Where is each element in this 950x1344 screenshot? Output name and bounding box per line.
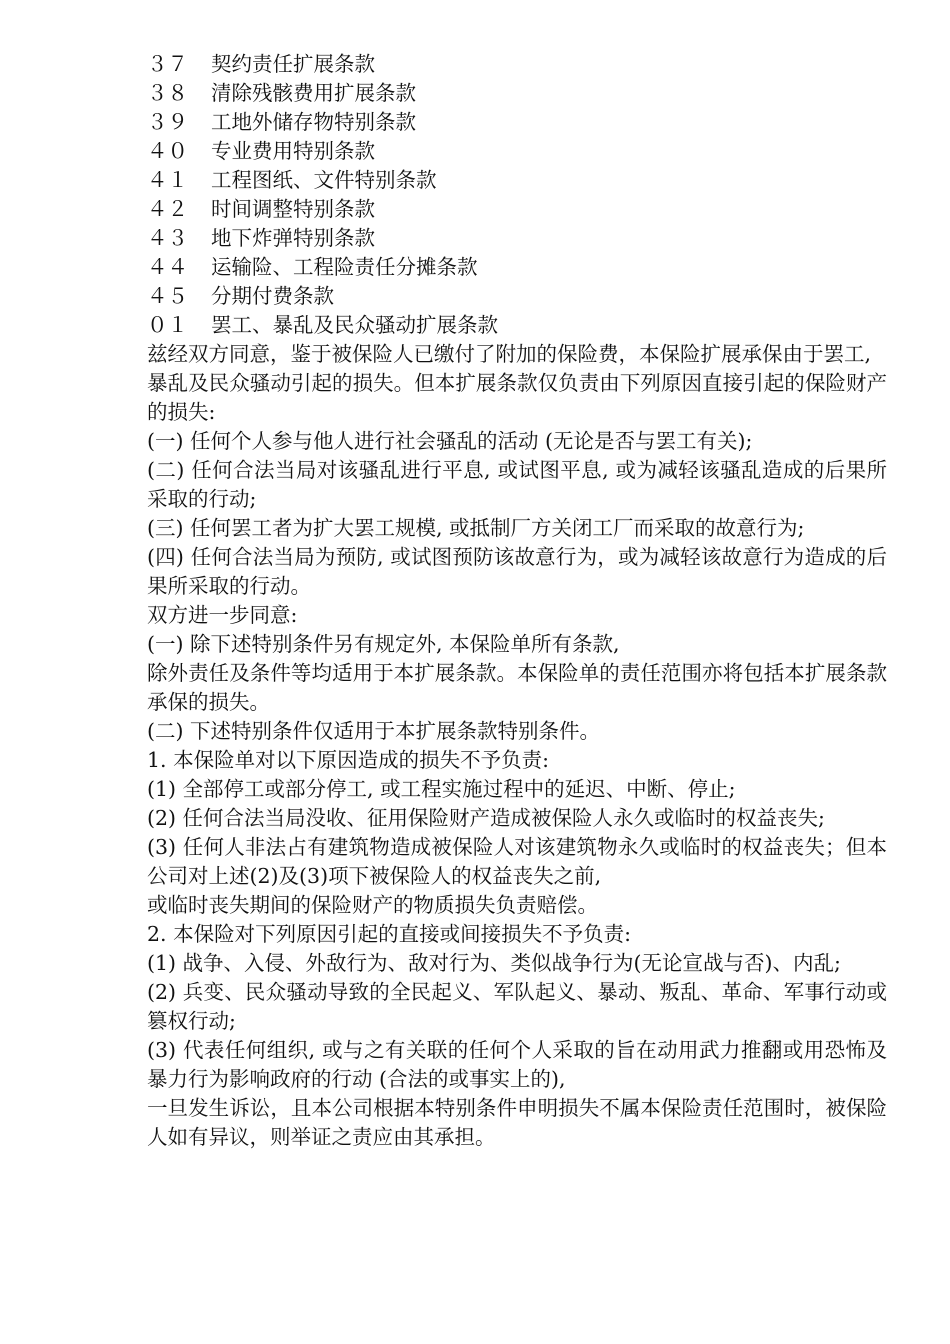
clause-list-item xyxy=(147,108,887,137)
clause-title: 地下炸弹特别条款 xyxy=(211,226,375,250)
body-paragraph: (1) 全部停工或部分停工, 或工程实施过程中的延迟、中断、停止; xyxy=(147,777,736,801)
clause-list-item xyxy=(147,79,887,108)
clause-list-item xyxy=(147,195,887,224)
clause-number: ４５ xyxy=(147,284,188,308)
clause-body xyxy=(147,340,887,1152)
clause-title: 时间调整特别条款 xyxy=(211,197,375,221)
body-paragraph: 双方进一步同意: xyxy=(147,603,298,627)
clause-number: ３９ xyxy=(147,110,188,134)
body-paragraph: (一) 除下述特别条件另有规定外, 本保险单所有条款, xyxy=(147,632,620,656)
body-paragraph: (2) 兵变、民众骚动导致的全民起义、军队起义、暴动、叛乱、革命、军事行动或篡权行动; xyxy=(147,980,887,1033)
body-paragraph: 2. 本保险对下列原因引起的直接或间接损失不予负责: xyxy=(147,922,631,946)
body-paragraph: (1) 战争、入侵、外敌行为、敌对行为、类似战争行为(无论宣战与否)、内乱; xyxy=(147,951,841,975)
clause-list-item xyxy=(147,253,887,282)
clause-number: ３７ xyxy=(147,52,188,76)
clause-number: ４１ xyxy=(147,168,188,192)
clause-list-item xyxy=(147,282,887,311)
clause-list-item xyxy=(147,224,887,253)
body-paragraph: (一) 任何个人参与他人进行社会骚乱的活动 (无论是否与罢工有关); xyxy=(147,429,753,453)
body-paragraph: 1. 本保险单对以下原因造成的损失不予负责: xyxy=(147,748,549,772)
body-paragraph: (四) 任何合法当局为预防, 或试图预防该故意行为，或为减轻该故意行为造成的后果所采取的行动。 xyxy=(147,545,887,598)
clause-list-item xyxy=(147,166,887,195)
document-content xyxy=(147,50,887,1152)
clause-list xyxy=(147,50,887,340)
clause-list-item xyxy=(147,137,887,166)
body-paragraph: (二) 任何合法当局对该骚乱进行平息, 或试图平息, 或为减轻该骚乱造成的后果所采取的行动; xyxy=(147,458,887,511)
body-paragraph: (二) 下述特别条件仅适用于本扩展条款特别条件。 xyxy=(147,719,601,743)
clause-number: ４０ xyxy=(147,139,188,163)
body-paragraph: (三) 任何罢工者为扩大罢工规模, 或抵制厂方关闭工厂而采取的故意行为; xyxy=(147,516,805,540)
clause-number: ４４ xyxy=(147,255,188,279)
clause-number: ４３ xyxy=(147,226,188,250)
clause-title: 工地外储存物特别条款 xyxy=(211,110,416,134)
clause-title: 工程图纸、文件特别条款 xyxy=(211,168,437,192)
body-paragraph: (2) 任何合法当局没收、征用保险财产造成被保险人永久或临时的权益丧失; xyxy=(147,806,825,830)
clause-title: 清除残骸费用扩展条款 xyxy=(211,81,416,105)
clause-title: 契约责任扩展条款 xyxy=(211,52,375,76)
clause-number: ３８ xyxy=(147,81,188,105)
clause-list-item xyxy=(147,311,887,340)
body-paragraph: 兹经双方同意，鉴于被保险人已缴付了附加的保险费，本保险扩展承保由于罢工, xyxy=(147,342,872,366)
body-paragraph: 暴乱及民众骚动引起的损失。但本扩展条款仅负责由下列原因直接引起的保险财产的损失: xyxy=(147,371,887,424)
body-paragraph: 或临时丧失期间的保险财产的物质损失负责赔偿。 xyxy=(147,893,598,917)
clause-title: 运输险、工程险责任分摊条款 xyxy=(211,255,478,279)
clause-list-item xyxy=(147,50,887,79)
body-paragraph: (3) 代表任何组织, 或与之有关联的任何个人采取的旨在动用武力推翻或用恐怖及暴力行为影响政府的行动 (合法的或事实上的), xyxy=(147,1038,887,1091)
clause-number: ０１ xyxy=(147,313,188,337)
clause-number: ４２ xyxy=(147,197,188,221)
clause-title: 专业费用特别条款 xyxy=(211,139,375,163)
body-paragraph: 除外责任及条件等均适用于本扩展条款。本保险单的责任范围亦将包括本扩展条款承保的损失。 xyxy=(147,661,887,714)
clause-title: 分期付费条款 xyxy=(211,284,334,308)
body-paragraph: 一旦发生诉讼，且本公司根据本特别条件申明损失不属本保险责任范围时，被保险人如有异议，则举证之责应由其承担。 xyxy=(147,1096,887,1149)
body-paragraph: (3) 任何人非法占有建筑物造成被保险人对该建筑物永久或临时的权益丧失；但本公司对上述(2)及(3)项下被保险人的权益丧失之前, xyxy=(147,835,887,888)
clause-title: 罢工、暴乱及民众骚动扩展条款 xyxy=(211,313,498,337)
